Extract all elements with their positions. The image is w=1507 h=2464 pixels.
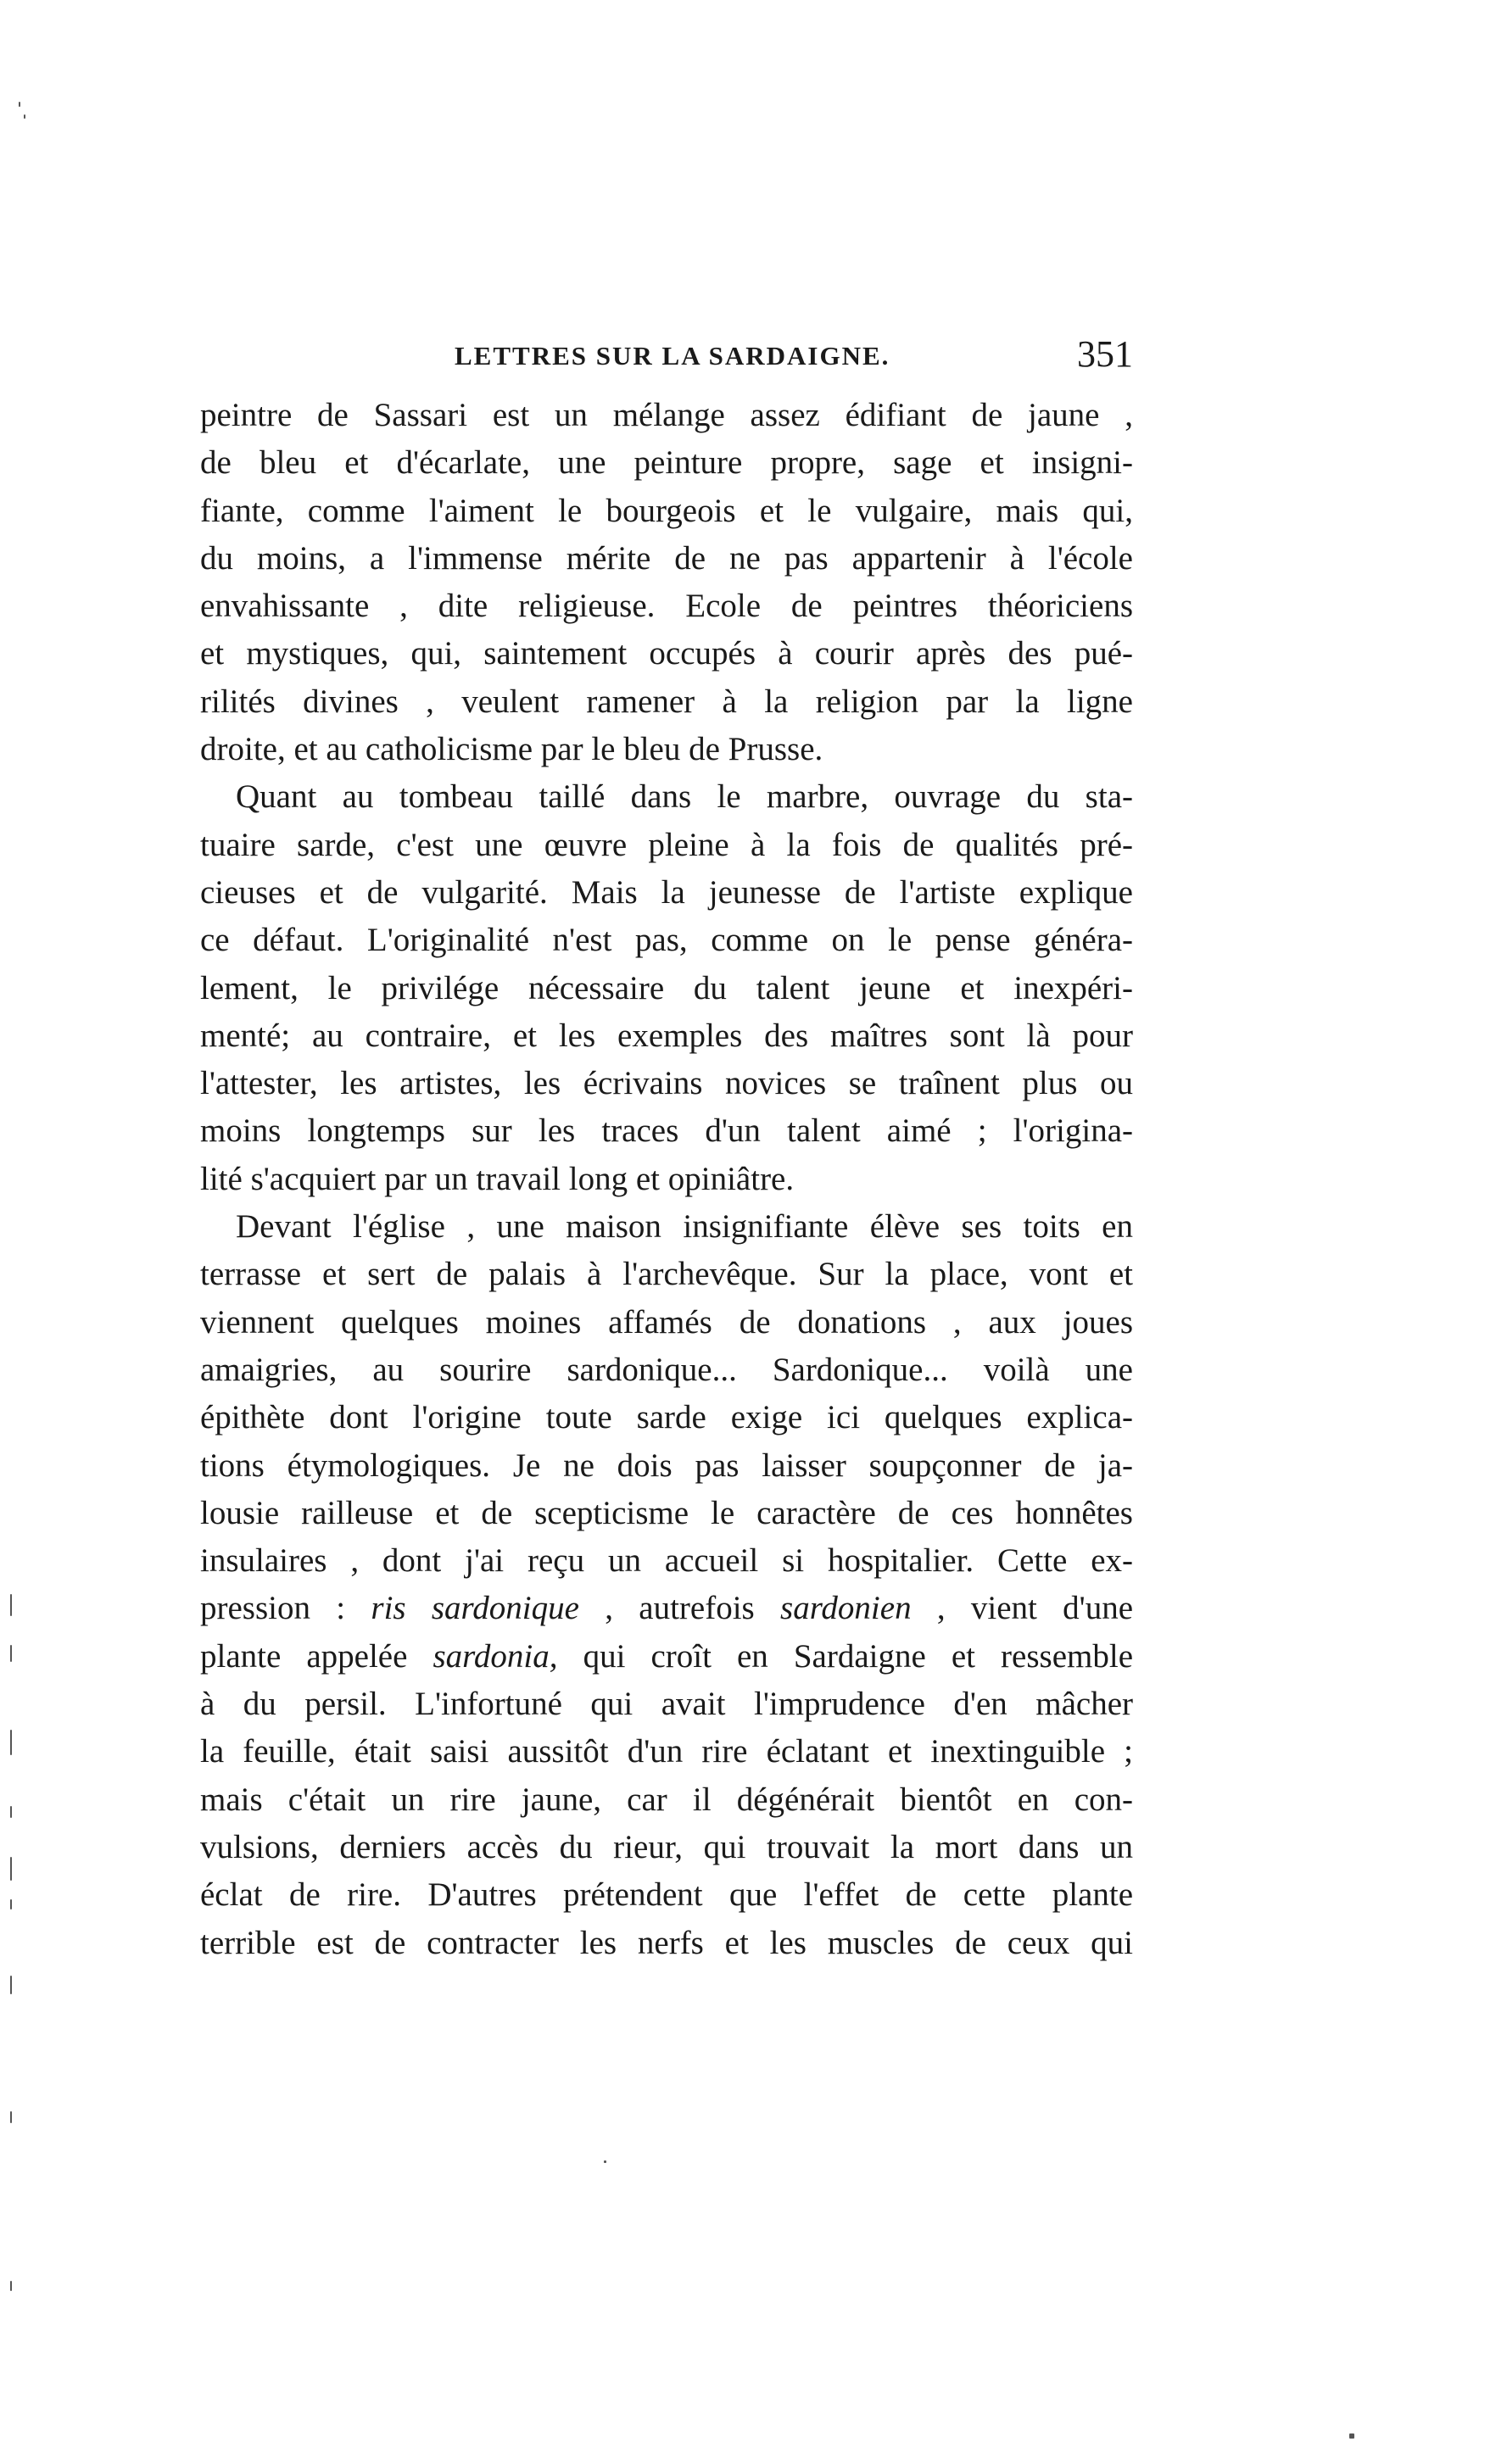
text-line: viennent quelques moines affamés de donations , aux joues bbox=[200, 1303, 1133, 1341]
scan-speck bbox=[10, 1857, 12, 1881]
text-line: peintre de Sassari est un mélange assez édifiant de jaune , bbox=[200, 397, 1133, 433]
text-line: envahissante , dite religieuse. Ecole de peintres théoriciens bbox=[200, 588, 1133, 625]
text-line: fiante, comme l'aiment le bourgeois et le vulgaire, mais qui, bbox=[200, 492, 1133, 529]
text-line: menté; au contraire, et les exemples des maîtres sont là pour bbox=[200, 1017, 1133, 1054]
text-line: tions étymologiques. Je ne dois pas laisser soupçonner de ja- bbox=[200, 1447, 1133, 1484]
text-line: l'attester, les artistes, les écrivains novices se traînent plus ou bbox=[200, 1065, 1133, 1102]
text-line bbox=[200, 1585, 1133, 1632]
scan-speck bbox=[604, 2160, 606, 2163]
text-line: de bleu et d'écarlate, une peinture propre, sage et insigni- bbox=[200, 444, 1133, 482]
text-line: lement, le privilége nécessaire du talent jeune et inexpéri- bbox=[200, 969, 1133, 1006]
text-run: pression : bbox=[200, 1590, 346, 1627]
text-line: Quant au tombeau taillé dans le marbre, ouvrage du sta- bbox=[236, 778, 1133, 816]
scan-speck bbox=[10, 1730, 12, 1755]
text-line: Devant l'église , une maison insignifiante élève ses toits en bbox=[236, 1208, 1133, 1246]
text-line: rilités divines , veulent ramener à la religion par la ligne bbox=[200, 683, 1133, 720]
body-text bbox=[200, 392, 1133, 1967]
scan-speck bbox=[10, 2281, 12, 2291]
text-line: cieuses et de vulgarité. Mais la jeunesse de l'artiste explique bbox=[200, 873, 1133, 911]
text-line: terrasse et sert de palais à l'archevêque. Sur la place, vont et bbox=[200, 1256, 1133, 1293]
page-number: 351 bbox=[1077, 333, 1133, 375]
text-line: épithète dont l'origine toute sarde exige ici quelques explica- bbox=[200, 1399, 1133, 1436]
text-run: , autrefois bbox=[605, 1590, 755, 1627]
text-line: vulsions, derniers accès du rieur, qui trouvait la mort dans un bbox=[200, 1828, 1133, 1865]
text-line: amaigries, au sourire sardonique... Sardonique... voilà une bbox=[200, 1351, 1133, 1388]
running-head bbox=[200, 332, 1133, 383]
scan-speck bbox=[10, 1806, 12, 1818]
scan-speck bbox=[10, 2111, 12, 2123]
text-run: plante appelée bbox=[200, 1637, 408, 1675]
text-line: ce défaut. L'originalité n'est pas, comme on le pense généra- bbox=[200, 922, 1133, 959]
italic-term: sardonia, bbox=[433, 1637, 558, 1675]
text-run: qui croît en Sardaigne et ressemble bbox=[583, 1637, 1134, 1675]
scan-speck bbox=[10, 1899, 12, 1909]
text-line: et mystiques, qui, saintement occupés à courir après des pué- bbox=[200, 635, 1133, 672]
scan-speck bbox=[10, 1594, 12, 1616]
text-run: , vient d'une bbox=[936, 1590, 1134, 1627]
text-line: tuaire sarde, c'est une œuvre pleine à la fois de qualités pré- bbox=[200, 826, 1133, 863]
text-line bbox=[200, 1633, 1133, 1681]
text-line: insulaires , dont j'ai reçu un accueil si hospitalier. Cette ex- bbox=[200, 1542, 1133, 1580]
italic-term: ris sardonique bbox=[371, 1590, 579, 1627]
text-line: terrible est de contracter les nerfs et les muscles de ceux qui bbox=[200, 1924, 1133, 1961]
text-line: mais c'était un rire jaune, car il dégénérait bientôt en con- bbox=[200, 1781, 1133, 1818]
text-line: lousie railleuse et de scepticisme le caractère de ces honnêtes bbox=[200, 1494, 1133, 1531]
scan-speck bbox=[10, 1645, 12, 1662]
text-line: moins longtemps sur les traces d'un talent aimé ; l'origina- bbox=[200, 1112, 1133, 1150]
text-line: droite, et au catholicisme par le bleu de Prusse. bbox=[200, 731, 823, 768]
text-line: éclat de rire. D'autres prétendent que l'effet de cette plante bbox=[200, 1876, 1133, 1914]
scan-speck bbox=[24, 114, 25, 119]
scan-speck bbox=[1349, 2433, 1354, 2439]
scan-speck bbox=[19, 102, 20, 107]
text-line: du moins, a l'immense mérite de ne pas appartenir à l'école bbox=[200, 539, 1133, 577]
scan-speck bbox=[10, 1976, 12, 1994]
text-line: à du persil. L'infortuné qui avait l'imprudence d'en mâcher bbox=[200, 1686, 1133, 1723]
text-line: lité s'acquiert par un travail long et opiniâtre. bbox=[200, 1160, 795, 1197]
italic-term: sardonien bbox=[780, 1590, 912, 1627]
running-title: LETTRES SUR LA SARDAIGNE. bbox=[455, 341, 890, 371]
text-line: la feuille, était saisi aussitôt d'un rire éclatant et inextinguible ; bbox=[200, 1733, 1133, 1770]
